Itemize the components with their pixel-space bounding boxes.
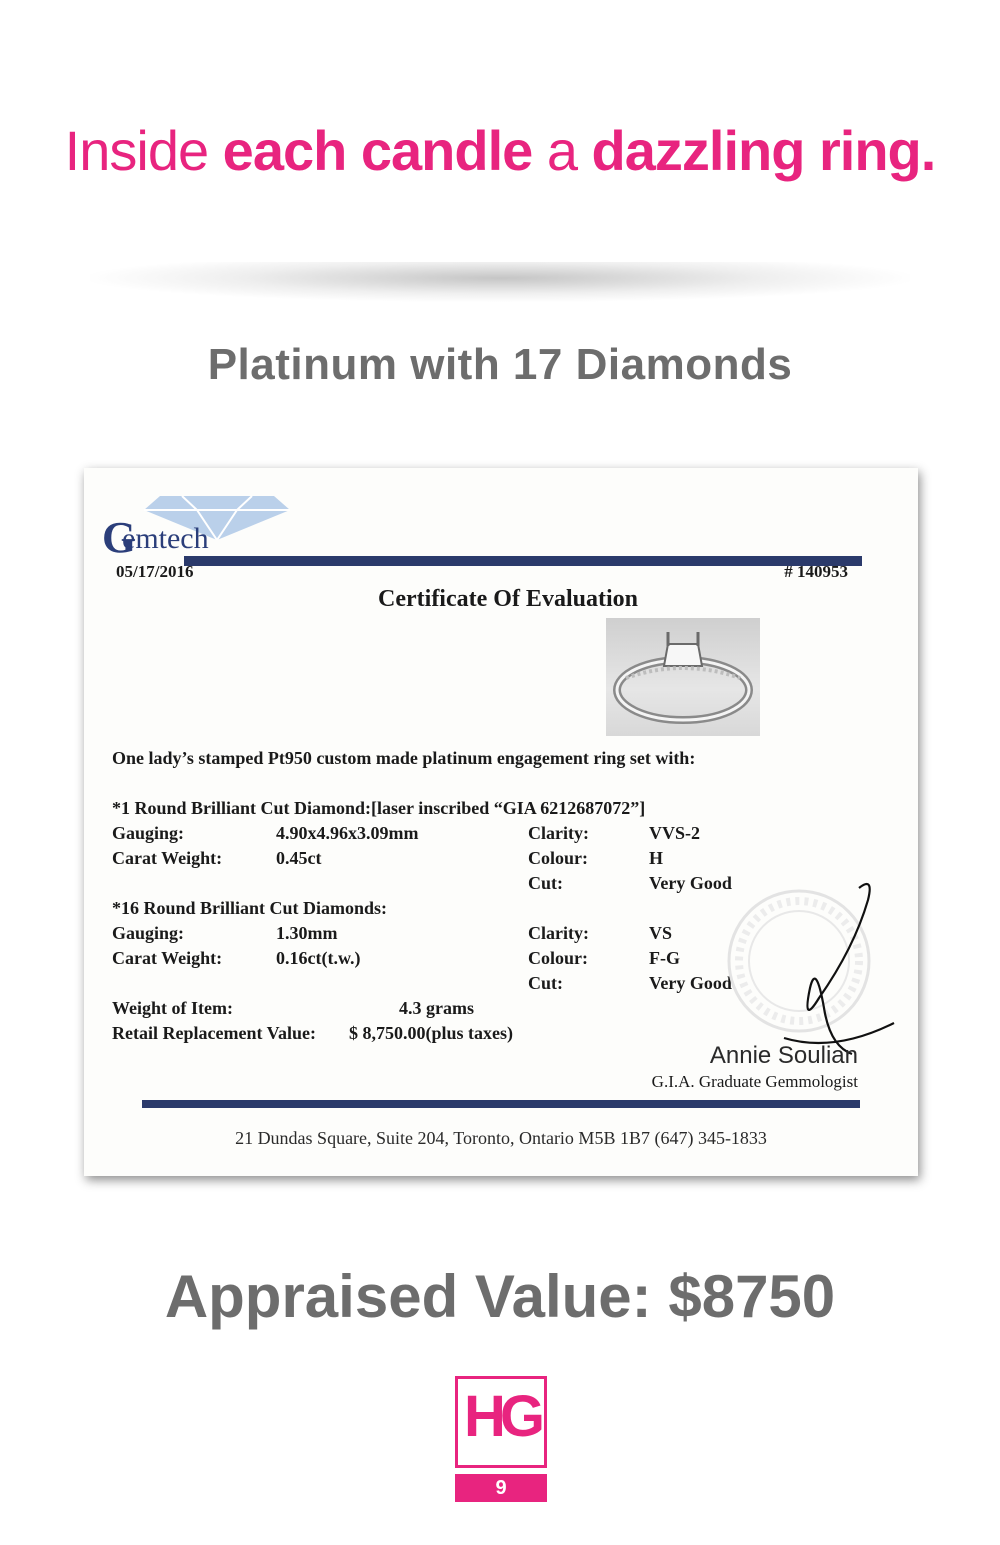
logo-letter: G <box>102 513 137 562</box>
headline-part-2: each candle <box>222 119 533 182</box>
appraised-value: Appraised Value: $8750 <box>164 1263 836 1330</box>
divider-shadow <box>90 262 910 302</box>
certificate <box>84 468 918 1176</box>
stone1-gauging-label: Gauging: <box>112 823 185 843</box>
value-amount: $ 8,750.00(plus taxes) <box>349 1023 514 1043</box>
stone2-header: *16 Round Brilliant Cut Diamonds: <box>112 898 388 918</box>
headline <box>0 118 1000 183</box>
stone2-colour-label: Colour: <box>528 948 588 968</box>
cert-title: Certificate Of Evaluation <box>378 586 638 612</box>
stone1-gauging: 4.90x4.96x3.09mm <box>276 823 419 843</box>
headline-part-1: Inside <box>64 119 223 182</box>
page-number: 9 <box>455 1474 547 1502</box>
weight-label: Weight of Item: <box>112 998 233 1018</box>
stone1-colour: H <box>649 848 664 868</box>
ring-photo <box>606 618 760 736</box>
cert-address: 21 Dundas Square, Suite 204, Toronto, Ontario M5B 1B7 (647) 345-1833 <box>235 1128 767 1148</box>
stone1-clarity-label: Clarity: <box>528 823 589 843</box>
stone2-gauging-label: Gauging: <box>112 923 185 943</box>
stone2-clarity-label: Clarity: <box>528 923 589 943</box>
signer-name: Annie Soulian <box>709 1042 858 1069</box>
stone1-carat-label: Carat Weight: <box>112 848 223 868</box>
stone1-cut-label: Cut: <box>528 873 563 893</box>
logo-text: emtech <box>122 522 209 555</box>
stone1-cut: Very Good <box>649 873 732 893</box>
signature-icon <box>764 878 904 1068</box>
stone2-cut: Very Good <box>649 973 732 993</box>
stone1-header: *1 Round Brilliant Cut Diamond:[laser inscribed “GIA 6212687072”] <box>112 798 646 818</box>
stone2-carat-label: Carat Weight: <box>112 948 223 968</box>
subtitle: Platinum with 17 Diamonds <box>207 340 793 389</box>
hg-logo <box>455 1376 547 1502</box>
top-bar <box>184 556 862 566</box>
signer-title: G.I.A. Graduate Gemmologist <box>651 1072 858 1091</box>
stone1-colour-label: Colour: <box>528 848 588 868</box>
hg-logo-letters: HG <box>464 1384 539 1449</box>
value-label: Retail Replacement Value: <box>112 1023 316 1043</box>
stone2-colour: F-G <box>649 948 680 968</box>
weight-value: 4.3 grams <box>399 998 474 1018</box>
hg-logo-box <box>455 1376 547 1468</box>
headline-part-4: dazzling ring. <box>591 119 936 182</box>
stone1-clarity: VVS-2 <box>649 823 701 843</box>
ring-icon <box>606 618 760 736</box>
stone2-carat: 0.16ct(t.w.) <box>276 948 361 968</box>
bottom-bar <box>142 1100 860 1108</box>
gemtech-logo <box>102 494 272 562</box>
cert-date: 05/17/2016 <box>116 562 194 581</box>
stone2-gauging: 1.30mm <box>276 923 338 943</box>
stone2-clarity: VS <box>649 923 673 943</box>
cert-intro: One lady’s stamped Pt950 custom made platinum engagement ring set with: <box>112 748 696 768</box>
stone1-carat: 0.45ct <box>276 848 322 868</box>
cert-number: # 140953 <box>784 562 848 581</box>
headline-part-3: a <box>532 119 592 182</box>
stone2-cut-label: Cut: <box>528 973 563 993</box>
